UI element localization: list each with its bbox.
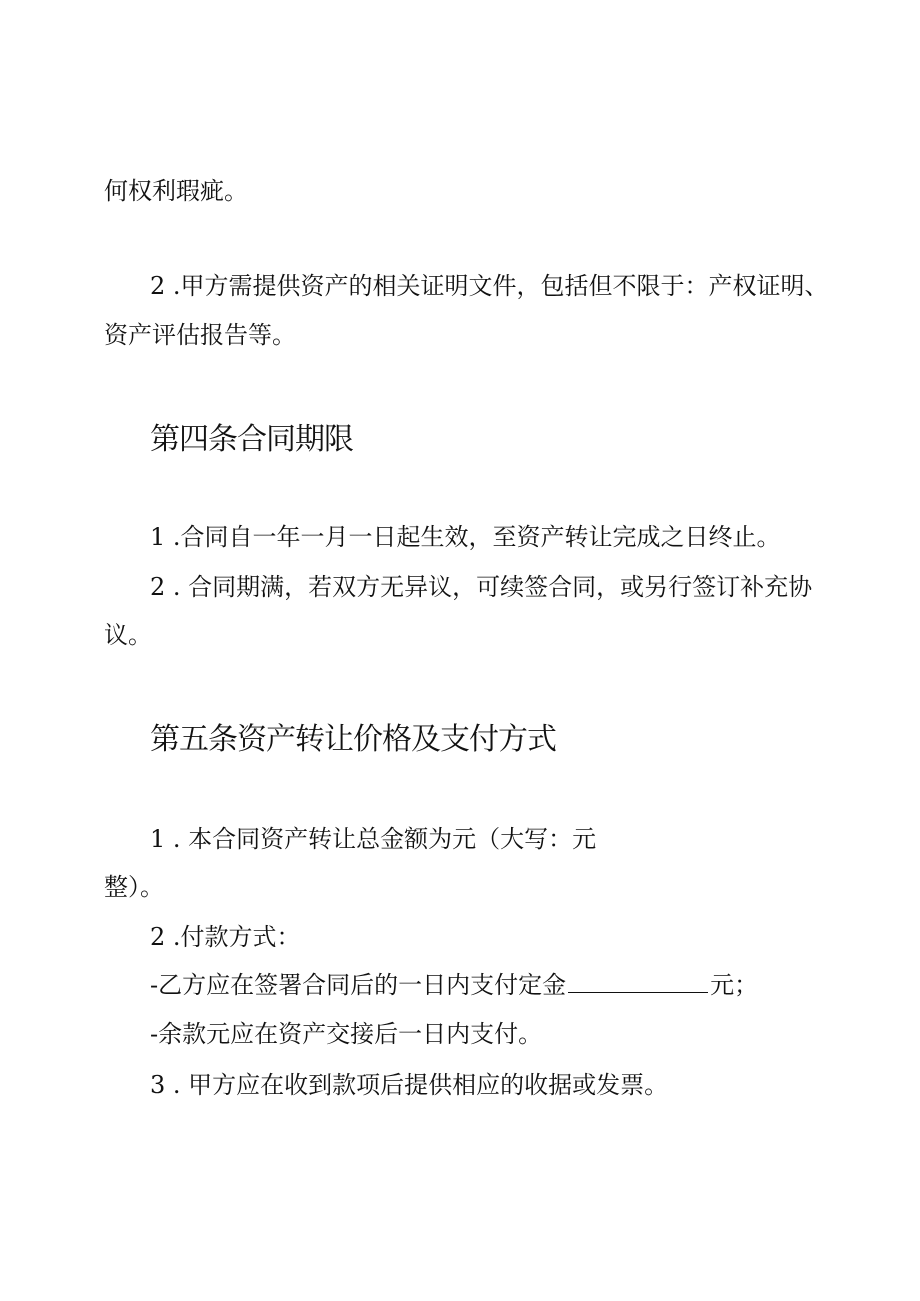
paragraph-line: 何权利瑕疵。 (104, 177, 248, 205)
paragraph-line: -余款元应在资产交接后一日内支付。 (150, 1020, 543, 1048)
line-text: -乙方应在签署合同后的一日内支付定金 (150, 971, 567, 999)
fill-in-blank (568, 970, 708, 993)
paragraph-line (150, 970, 758, 1000)
section-heading: 第五条资产转让价格及支付方式 (150, 722, 556, 757)
paragraph-line: 3 . 甲方应在收到款项后提供相应的收据或发票。 (150, 1071, 669, 1099)
section-heading: 第四条合同期限 (150, 422, 353, 457)
paragraph-line: 2 . 合同期满，若双方无异议，可续签合同，或另行签订补充协 (150, 573, 813, 601)
paragraph-line: 2 .付款方式： (150, 923, 301, 951)
paragraph-line: 1 .合同自一年一月一日起生效，至资产转让完成之日终止。 (150, 523, 781, 551)
paragraph-line: 2 .甲方需提供资产的相关证明文件，包括但不限于：产权证明、 (150, 272, 829, 300)
paragraph-line: 整）。 (104, 873, 164, 901)
paragraph-line: 议。 (104, 621, 152, 649)
paragraph-line: 1 . 本合同资产转让总金额为元（大写：元 (150, 825, 597, 853)
line-text: 元； (710, 971, 759, 999)
paragraph-line: 资产评估报告等。 (104, 321, 296, 349)
